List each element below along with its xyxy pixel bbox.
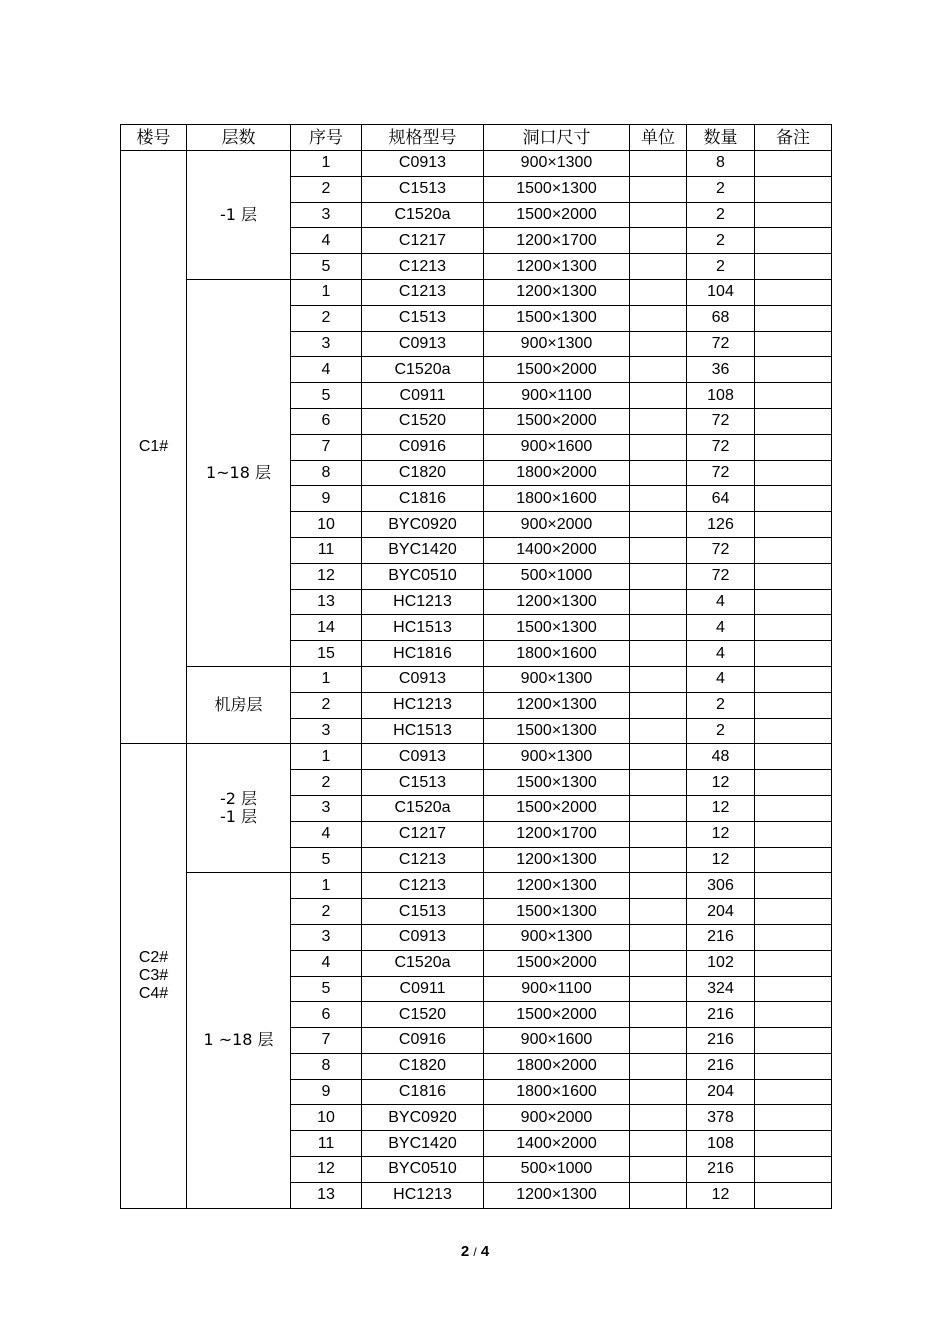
quantity-cell: 2 [687,202,755,228]
seq-no-cell: 4 [291,821,362,847]
unit-cell [630,228,687,254]
page-total: 4 [480,1243,490,1260]
building-cell: C2# C3# C4# [121,744,187,1208]
quantity-cell: 104 [687,279,755,305]
seq-no-cell: 2 [291,692,362,718]
spec-model-cell: C1513 [362,305,484,331]
unit-cell [630,563,687,589]
table-row [121,873,832,899]
opening-size-cell: 900×1600 [484,1028,630,1054]
spec-model-cell: C0913 [362,331,484,357]
seq-no-cell: 8 [291,460,362,486]
seq-no-cell: 6 [291,1002,362,1028]
quantity-cell: 4 [687,666,755,692]
quantity-cell: 12 [687,770,755,796]
remarks-cell [755,434,832,460]
remarks-cell [755,589,832,615]
floor-cell: -2 层 -1 层 [187,744,291,873]
spec-model-cell: C1520 [362,408,484,434]
unit-cell [630,589,687,615]
remarks-cell [755,666,832,692]
spec-model-cell: C1213 [362,279,484,305]
unit-cell [630,1157,687,1183]
remarks-cell [755,795,832,821]
remarks-cell [755,254,832,280]
seq-no-cell: 4 [291,228,362,254]
opening-size-cell: 1200×1300 [484,873,630,899]
remarks-cell [755,1028,832,1054]
header-floor: 层数 [187,125,291,151]
seq-no-cell: 9 [291,486,362,512]
window-schedule-table [120,124,832,1209]
opening-size-cell: 1200×1300 [484,589,630,615]
opening-size-cell: 1500×1300 [484,899,630,925]
quantity-cell: 378 [687,1105,755,1131]
unit-cell [630,1053,687,1079]
remarks-cell [755,305,832,331]
seq-no-cell: 7 [291,1028,362,1054]
remarks-cell [755,563,832,589]
spec-model-cell: C0913 [362,666,484,692]
quantity-cell: 4 [687,589,755,615]
floor-cell: -1 层 [187,151,291,280]
opening-size-cell: 900×1300 [484,744,630,770]
quantity-cell: 2 [687,692,755,718]
spec-model-cell: BYC0920 [362,1105,484,1131]
table-header-row [121,125,832,151]
spec-model-cell: C1213 [362,254,484,280]
opening-size-cell: 1500×2000 [484,357,630,383]
opening-size-cell: 900×1300 [484,331,630,357]
unit-cell [630,795,687,821]
seq-no-cell: 13 [291,589,362,615]
header-remarks: 备注 [755,125,832,151]
opening-size-cell: 1200×1300 [484,692,630,718]
seq-no-cell: 13 [291,1182,362,1208]
opening-size-cell: 1200×1700 [484,821,630,847]
spec-model-cell: HC1816 [362,641,484,667]
opening-size-cell: 1500×1300 [484,305,630,331]
unit-cell [630,976,687,1002]
remarks-cell [755,1002,832,1028]
remarks-cell [755,1079,832,1105]
quantity-cell: 68 [687,305,755,331]
seq-no-cell: 4 [291,357,362,383]
remarks-cell [755,331,832,357]
unit-cell [630,305,687,331]
spec-model-cell: C1513 [362,899,484,925]
table-row [121,744,832,770]
unit-cell [630,357,687,383]
seq-no-cell: 2 [291,176,362,202]
opening-size-cell: 500×1000 [484,563,630,589]
remarks-cell [755,1182,832,1208]
spec-model-cell: C0911 [362,383,484,409]
unit-cell [630,899,687,925]
opening-size-cell: 1800×1600 [484,486,630,512]
remarks-cell [755,615,832,641]
spec-model-cell: C0913 [362,924,484,950]
opening-size-cell: 500×1000 [484,1157,630,1183]
unit-cell [630,1028,687,1054]
quantity-cell: 108 [687,1131,755,1157]
unit-cell [630,254,687,280]
seq-no-cell: 2 [291,305,362,331]
unit-cell [630,460,687,486]
unit-cell [630,718,687,744]
opening-size-cell: 1500×1300 [484,176,630,202]
quantity-cell: 216 [687,1002,755,1028]
unit-cell [630,615,687,641]
quantity-cell: 126 [687,512,755,538]
quantity-cell: 12 [687,795,755,821]
spec-model-cell: HC1213 [362,1182,484,1208]
unit-cell [630,873,687,899]
spec-model-cell: C0913 [362,744,484,770]
floor-cell: 1 ~18 层 [187,873,291,1208]
quantity-cell: 72 [687,408,755,434]
spec-model-cell: C0916 [362,1028,484,1054]
seq-no-cell: 2 [291,899,362,925]
floor-cell: 1~18 层 [187,279,291,666]
remarks-cell [755,1157,832,1183]
remarks-cell [755,976,832,1002]
spec-model-cell: C1520a [362,357,484,383]
spec-model-cell: C1513 [362,770,484,796]
opening-size-cell: 1200×1300 [484,847,630,873]
spec-model-cell: HC1213 [362,589,484,615]
remarks-cell [755,1053,832,1079]
seq-no-cell: 1 [291,151,362,177]
unit-cell [630,202,687,228]
seq-no-cell: 9 [291,1079,362,1105]
header-opening-size: 洞口尺寸 [484,125,630,151]
spec-model-cell: BYC0920 [362,512,484,538]
spec-model-cell: C1816 [362,1079,484,1105]
remarks-cell [755,641,832,667]
opening-size-cell: 1800×1600 [484,641,630,667]
spec-model-cell: C0913 [362,151,484,177]
opening-size-cell: 1500×1300 [484,615,630,641]
seq-no-cell: 1 [291,873,362,899]
opening-size-cell: 1200×1700 [484,228,630,254]
unit-cell [630,666,687,692]
quantity-cell: 306 [687,873,755,899]
spec-model-cell: C1820 [362,460,484,486]
unit-cell [630,744,687,770]
opening-size-cell: 1500×2000 [484,795,630,821]
quantity-cell: 72 [687,563,755,589]
seq-no-cell: 8 [291,1053,362,1079]
seq-no-cell: 2 [291,770,362,796]
remarks-cell [755,176,832,202]
quantity-cell: 216 [687,1053,755,1079]
unit-cell [630,641,687,667]
unit-cell [630,486,687,512]
table-row [121,279,832,305]
unit-cell [630,924,687,950]
unit-cell [630,512,687,538]
quantity-cell: 204 [687,1079,755,1105]
spec-model-cell: C1520a [362,950,484,976]
seq-no-cell: 15 [291,641,362,667]
quantity-cell: 324 [687,976,755,1002]
seq-no-cell: 14 [291,615,362,641]
spec-model-cell: C1213 [362,873,484,899]
spec-model-cell: C1217 [362,228,484,254]
spec-model-cell: C1820 [362,1053,484,1079]
seq-no-cell: 5 [291,976,362,1002]
opening-size-cell: 1200×1300 [484,254,630,280]
opening-size-cell: 900×1300 [484,151,630,177]
seq-no-cell: 12 [291,1157,362,1183]
quantity-cell: 216 [687,924,755,950]
opening-size-cell: 900×1600 [484,434,630,460]
unit-cell [630,1105,687,1131]
opening-size-cell: 1500×2000 [484,408,630,434]
spec-model-cell: BYC0510 [362,563,484,589]
unit-cell [630,1131,687,1157]
unit-cell [630,692,687,718]
table-body [121,151,832,1209]
quantity-cell: 8 [687,151,755,177]
spec-model-cell: BYC1420 [362,1131,484,1157]
quantity-cell: 12 [687,821,755,847]
unit-cell [630,537,687,563]
quantity-cell: 72 [687,434,755,460]
unit-cell [630,1182,687,1208]
opening-size-cell: 1500×2000 [484,950,630,976]
remarks-cell [755,512,832,538]
seq-no-cell: 4 [291,950,362,976]
seq-no-cell: 10 [291,512,362,538]
remarks-cell [755,950,832,976]
quantity-cell: 216 [687,1028,755,1054]
page-separator: / [473,1245,477,1259]
seq-no-cell: 3 [291,795,362,821]
remarks-cell [755,1105,832,1131]
seq-no-cell: 3 [291,718,362,744]
spec-model-cell: C1520a [362,202,484,228]
remarks-cell [755,744,832,770]
opening-size-cell: 1800×2000 [484,1053,630,1079]
remarks-cell [755,460,832,486]
table-row [121,666,832,692]
quantity-cell: 2 [687,228,755,254]
header-seq-no: 序号 [291,125,362,151]
opening-size-cell: 1200×1300 [484,1182,630,1208]
remarks-cell [755,202,832,228]
seq-no-cell: 6 [291,408,362,434]
quantity-cell: 204 [687,899,755,925]
remarks-cell [755,718,832,744]
remarks-cell [755,408,832,434]
spec-model-cell: C1520 [362,1002,484,1028]
remarks-cell [755,847,832,873]
unit-cell [630,821,687,847]
remarks-cell [755,537,832,563]
seq-no-cell: 3 [291,331,362,357]
remarks-cell [755,357,832,383]
quantity-cell: 64 [687,486,755,512]
seq-no-cell: 5 [291,254,362,280]
remarks-cell [755,1131,832,1157]
remarks-cell [755,228,832,254]
opening-size-cell: 1500×2000 [484,1002,630,1028]
seq-no-cell: 7 [291,434,362,460]
seq-no-cell: 1 [291,666,362,692]
page-current: 2 [460,1243,470,1260]
remarks-cell [755,486,832,512]
spec-model-cell: C1217 [362,821,484,847]
quantity-cell: 48 [687,744,755,770]
unit-cell [630,847,687,873]
opening-size-cell: 1400×2000 [484,1131,630,1157]
spec-model-cell: C1513 [362,176,484,202]
seq-no-cell: 10 [291,1105,362,1131]
opening-size-cell: 1400×2000 [484,537,630,563]
unit-cell [630,770,687,796]
opening-size-cell: 1500×2000 [484,202,630,228]
unit-cell [630,434,687,460]
header-quantity: 数量 [687,125,755,151]
seq-no-cell: 11 [291,1131,362,1157]
quantity-cell: 12 [687,1182,755,1208]
opening-size-cell: 1800×2000 [484,460,630,486]
opening-size-cell: 1500×1300 [484,770,630,796]
quantity-cell: 4 [687,615,755,641]
unit-cell [630,1002,687,1028]
spec-model-cell: C1520a [362,795,484,821]
unit-cell [630,1079,687,1105]
spec-model-cell: C1213 [362,847,484,873]
header-building: 楼号 [121,125,187,151]
unit-cell [630,176,687,202]
unit-cell [630,151,687,177]
unit-cell [630,408,687,434]
unit-cell [630,279,687,305]
quantity-cell: 36 [687,357,755,383]
quantity-cell: 2 [687,254,755,280]
quantity-cell: 108 [687,383,755,409]
remarks-cell [755,873,832,899]
quantity-cell: 4 [687,641,755,667]
remarks-cell [755,383,832,409]
quantity-cell: 102 [687,950,755,976]
opening-size-cell: 900×1100 [484,383,630,409]
remarks-cell [755,692,832,718]
seq-no-cell: 1 [291,279,362,305]
page-number [0,1243,950,1260]
seq-no-cell: 5 [291,383,362,409]
quantity-cell: 216 [687,1157,755,1183]
unit-cell [630,383,687,409]
floor-cell: 机房层 [187,666,291,743]
remarks-cell [755,770,832,796]
seq-no-cell: 5 [291,847,362,873]
opening-size-cell: 1800×1600 [484,1079,630,1105]
opening-size-cell: 900×2000 [484,1105,630,1131]
seq-no-cell: 3 [291,924,362,950]
seq-no-cell: 11 [291,537,362,563]
unit-cell [630,331,687,357]
quantity-cell: 12 [687,847,755,873]
opening-size-cell: 900×2000 [484,512,630,538]
remarks-cell [755,821,832,847]
opening-size-cell: 1200×1300 [484,279,630,305]
opening-size-cell: 900×1100 [484,976,630,1002]
header-spec-model: 规格型号 [362,125,484,151]
table-row [121,151,832,177]
seq-no-cell: 12 [291,563,362,589]
spec-model-cell: C0916 [362,434,484,460]
building-cell: C1# [121,151,187,744]
spec-model-cell: BYC1420 [362,537,484,563]
spec-model-cell: HC1213 [362,692,484,718]
seq-no-cell: 3 [291,202,362,228]
quantity-cell: 2 [687,176,755,202]
spec-model-cell: BYC0510 [362,1157,484,1183]
quantity-cell: 72 [687,537,755,563]
remarks-cell [755,924,832,950]
header-unit: 单位 [630,125,687,151]
quantity-cell: 72 [687,460,755,486]
remarks-cell [755,279,832,305]
opening-size-cell: 900×1300 [484,666,630,692]
opening-size-cell: 1500×1300 [484,718,630,744]
remarks-cell [755,151,832,177]
quantity-cell: 2 [687,718,755,744]
spec-model-cell: HC1513 [362,615,484,641]
spec-model-cell: HC1513 [362,718,484,744]
remarks-cell [755,899,832,925]
spec-model-cell: C1816 [362,486,484,512]
opening-size-cell: 900×1300 [484,924,630,950]
spec-model-cell: C0911 [362,976,484,1002]
seq-no-cell: 1 [291,744,362,770]
unit-cell [630,950,687,976]
quantity-cell: 72 [687,331,755,357]
